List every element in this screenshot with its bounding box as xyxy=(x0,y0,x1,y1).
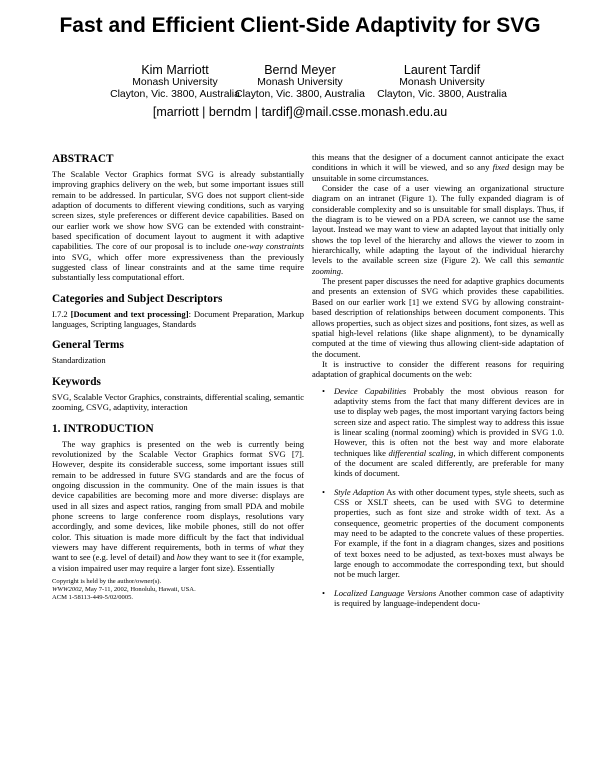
author-name: Bernd Meyer xyxy=(264,63,336,77)
categories-heading: Categories and Subject Descriptors xyxy=(52,292,223,305)
author-block-3 xyxy=(357,64,527,100)
right-column xyxy=(312,152,564,616)
categories-text: I.7.2 [Document and text processing]: Document Preparation, Markup languages, Scripting languages, Standards xyxy=(52,308,304,330)
general-terms-heading: General Terms xyxy=(52,339,124,352)
keywords-text: SVG, Scalable Vector Graphics, constraints, differential scaling, semantic zooming, CSVG, adaptivity, interaction xyxy=(52,391,304,413)
body-paragraph: The present paper discusses the need for adaptive graphics documents and presents an extension of SVG which provides these capabilities. Based on our earlier work [1] we extend SVG by allowing constraint-based description of relationships between document components. This allows properties, such as object sizes and positions, font sizes, as well as spatial high-level relations (like shape alignment), to be dynamically computed at the time of viewing thus allowing client-side adaptation of the document. xyxy=(312,276,564,359)
paper-title: Fast and Efficient Client-Side Adaptivity for SVG xyxy=(59,14,541,37)
general-terms-text: Standardization xyxy=(52,355,106,366)
author-name: Laurent Tardif xyxy=(403,63,481,77)
author-emails: [marriott | berndm | tardif]@mail.csse.monash.edu.au xyxy=(152,105,448,119)
author-address: Clayton, Vic. 3800, Australia xyxy=(110,88,240,100)
list-item: • Localized Language Versions Another common case of adaptivity is required by language-independent docu- xyxy=(322,587,564,609)
body-paragraph: It is instructive to consider the different reasons for requiring adaptation of graphical documents on the web: xyxy=(312,358,564,380)
introduction-heading: 1. INTRODUCTION xyxy=(52,422,154,435)
author-affiliation: Monash University xyxy=(132,77,218,88)
abstract-text: The Scalable Vector Graphics format SVG is already substantially improving graphics delivery on the web, but some important issues still remain to be addressed. In particular, SVG does not support client-side adaption of documents to different viewing conditions, such as varying screen sizes, style preferences or different device capabilities. Based on our earlier work we show how SVG can be extended with constraint-based specification of document layout to augment it with adaptive capabilities. The core of our proposal is to include one-way constraints into SVG, which offer more expressiveness than the previously suggested class of linear constraints and at the same time require substantially less computational effort. xyxy=(52,169,304,283)
reasons-list xyxy=(312,386,564,609)
abstract-heading: ABSTRACT xyxy=(52,153,114,165)
body-paragraph: this means that the designer of a document cannot anticipate the exact conditions in which it will be viewed, and so any fixed design may be unsuitable in some circumstances. xyxy=(312,152,564,183)
author-address: Clayton, Vic. 3800, Australia xyxy=(377,88,507,100)
keywords-heading: Keywords xyxy=(52,375,101,388)
bullet-icon: • xyxy=(322,587,325,598)
author-address: Clayton, Vic. 3800, Australia xyxy=(235,88,365,100)
body-paragraph: Consider the case of a user viewing an organizational structure diagram on an intranet (Figure 1). The fully expanded diagram is of considerable complexity and so is unsuitable for small displays. Thus, if the diagram is to be viewed on a PDA screen, we cannot use the same layout. Instead we may want to view an adapted layout that initially only shows the top level of the hierarchy and allows the viewer to zoom in hierarchically, while adapting the layout of the individual hierarchy levels to the available screen size (Figure 2). We call this semantic zooming. xyxy=(312,183,564,276)
copyright-notice: Copyright is held by the author/owner(s). WWW2002, May 7-11, 2002, Honolulu, Hawaii, USA. ACM 1-58113-449-5/02/0005. xyxy=(52,577,196,601)
list-item: • Style Adaption As with other document types, style sheets, such as CSS or XSLT sheets, can be used with SVG to determine properties, such as font size and stroke width of text. As a consequence, geometric properties of the document components may need to be adapted to the concrete values of these properties. For example, if the font in a diagram changes, sizes and positions of text boxes need to be adjusted, as text-boxes must always be large enough to accommodate the corresponding text, but should not be much larger. xyxy=(322,486,564,580)
left-column xyxy=(52,152,304,602)
author-name: Kim Marriott xyxy=(141,63,209,77)
author-affiliation: Monash University xyxy=(257,77,343,88)
author-affiliation: Monash University xyxy=(399,77,485,88)
bullet-icon: • xyxy=(322,385,325,396)
introduction-paragraph: The way graphics is presented on the web is currently being revolutionized by the Scalable Vector Graphics format SVG [7]. However, despite its considerable success, some important issues still remain to be addressed in future SVG standards and are the focus of ongoing discussion in the community. One of the main issues is that device capabilities are becoming more and more diverse: displays are used in all sizes and aspect ratios, ranging from small PDA and mobile phone screens to large conference room displays, resolutions vary accordingly, and some devices, like mobile phones, still do not offer color. This situation is made more difficult by the fact that individual viewers may have different requirements, both in terms of what they want to see (e.g. level of detail) and how they want to see it (for example, a vision impaired user may require a larger font size). Essentially xyxy=(52,438,305,573)
list-item: • Device Capabilities Probably the most obvious reason for adaptivity stems from the fact that many different devices are in use to display web pages, the most important varying factors being screen size and aspect ratio. The simplest way to address this issue is linear scaling (normal zooming) which is provided in SVG 1.0. However, this is often not the best way and more elaborate techniques like differential scaling, in which different components of the document are scaled differently, are preferable for many kinds of document. xyxy=(322,385,564,479)
bullet-icon: • xyxy=(322,486,325,497)
